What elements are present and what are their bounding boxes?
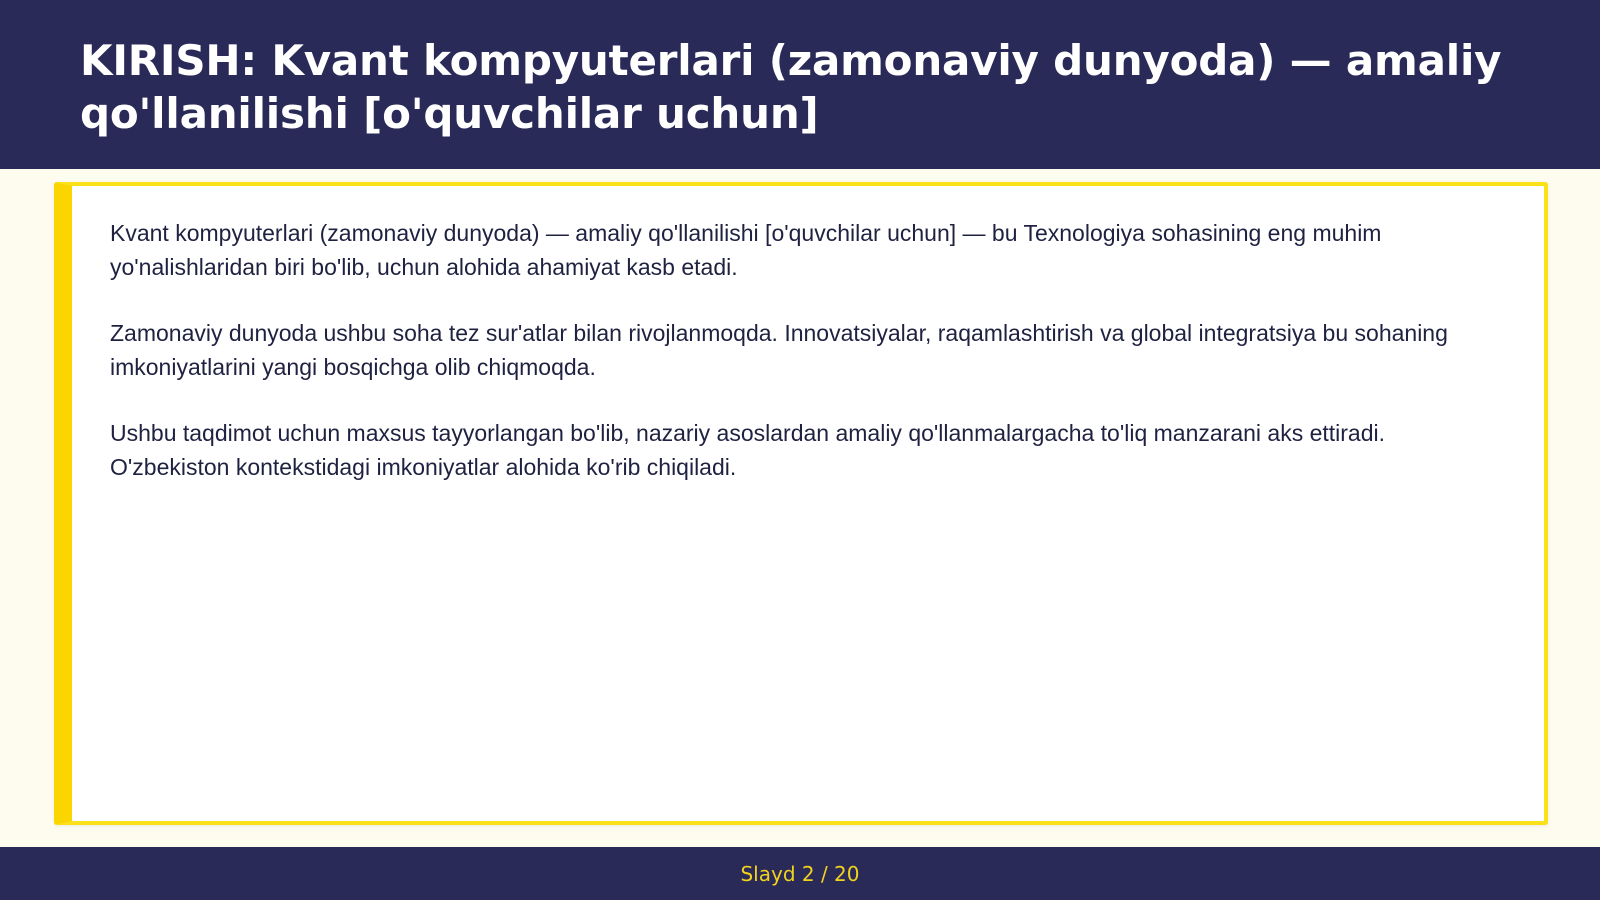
intro-paragraph-1: Kvant kompyuterlari (zamonaviy dunyoda) — amaliy qo'llanilishi [o'quvchilar uchun] — bu Texnologiya sohasining eng muhim yo'nalishlaridan biri bo'lib, uchun alohida ahamiyat kasb etadi. xyxy=(110,220,1382,280)
intro-paragraph-3: Ushbu taqdimot uchun maxsus tayyorlangan bo'lib, nazariy asoslardan amaliy qo'llanmalargacha to'liq manzarani aks ettiradi. O'zbekiston kontekstidagi imkoniyatlar alohida ko'rib chiqiladi. xyxy=(110,420,1386,480)
slide-header xyxy=(0,0,1600,169)
intro-paragraph-2: Zamonaviy dunyoda ushbu soha tez sur'atlar bilan rivojlanmoqda. Innovatsiyalar, raqamlashtirish va global integratsiya bu sohaning imkoniyatlarini yangi bosqichga olib chiqmoqda. xyxy=(110,320,1448,380)
content-card xyxy=(54,182,1548,825)
slide-title: KIRISH: Kvant kompyuterlari (zamonaviy dunyoda) — amaliy qo'llanilishi [o'quvchilar uchun] xyxy=(80,36,1502,138)
slide-counter: Slayd 2 / 20 xyxy=(740,861,860,886)
slide-footer xyxy=(0,847,1600,900)
